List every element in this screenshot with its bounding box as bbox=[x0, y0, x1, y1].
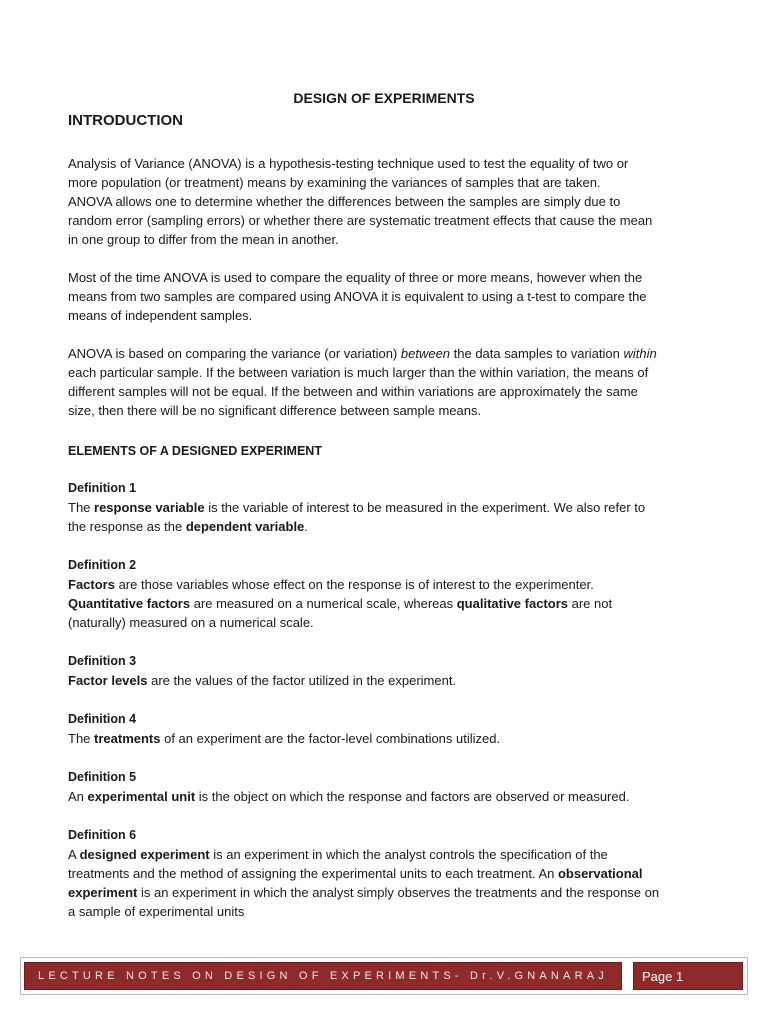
definition-6-title: Definition 6 bbox=[68, 828, 137, 842]
introduction-heading: INTRODUCTION bbox=[68, 112, 183, 129]
paragraph-anova-intro: Analysis of Variance (ANOVA) is a hypothesis-testing technique used to test the equality of two or more population (or treatment) means by examining the variances of samples that are taken. ANOVA allows one to determine whether the differences between the samples are simply due to random error (sampling errors) or whether there are systematic treatment effects that cause the mean in one group to differ from the mean in another. bbox=[68, 156, 653, 247]
definition-1-title: Definition 1 bbox=[68, 481, 137, 495]
definition-6: Definition 6 A designed experiment is an experiment in which the analyst controls the specification of the treatments and the method of assigning the experimental units to each treatment. An observational experiment is an experiment in which the analyst simply observes the treatments and the response on a sample of experimental units bbox=[68, 828, 660, 919]
definition-3-title: Definition 3 bbox=[68, 654, 137, 668]
definition-1: Definition 1 The response variable is the variable of interest to be measured in the experiment. We also refer to the response as the dependent variable. bbox=[68, 481, 646, 534]
definition-5: Definition 5 An experimental unit is the object on which the response and factors are observed or measured. bbox=[68, 770, 630, 804]
elements-heading: ELEMENTS OF A DESIGNED EXPERIMENT bbox=[68, 444, 322, 458]
paragraph-anova-basis: ANOVA is based on comparing the variance (or variation) between the data samples to variation within each particular sample. If the between variation is much larger than the within variation, the means of different samples will not be equal. If the between and within variations are approximately the same size, then there will be no significant difference between sample means. bbox=[68, 346, 657, 418]
footer-lecture-notes: LECTURE NOTES ON DESIGN OF EXPERIMENTS- Dr.V.GNANARAJ bbox=[24, 962, 622, 990]
definition-4: Definition 4 The treatments of an experiment are the factor-level combinations utilized. bbox=[68, 712, 501, 746]
page-title: DESIGN OF EXPERIMENTS bbox=[293, 90, 475, 106]
definition-5-title: Definition 5 bbox=[68, 770, 137, 784]
document-body bbox=[68, 154, 708, 921]
footer-page-number: Page 1 bbox=[633, 962, 743, 990]
page-footer bbox=[20, 957, 748, 995]
definition-2: Definition 2 Factors are those variables whose effect on the response is of interest to the experimenter. Quantitative factors are measured on a numerical scale, whereas qualitative factors are not (naturally) measured on a numerical scale. bbox=[68, 558, 613, 630]
paragraph-anova-usage: Most of the time ANOVA is used to compare the equality of three or more means, however when the means from two samples are compared using ANOVA it is equivalent to using a t-test to compare the means of independent samples. bbox=[68, 270, 647, 323]
definition-2-title: Definition 2 bbox=[68, 558, 137, 572]
definition-4-title: Definition 4 bbox=[68, 712, 137, 726]
definition-3: Definition 3 Factor levels are the values of the factor utilized in the experiment. bbox=[68, 654, 457, 688]
